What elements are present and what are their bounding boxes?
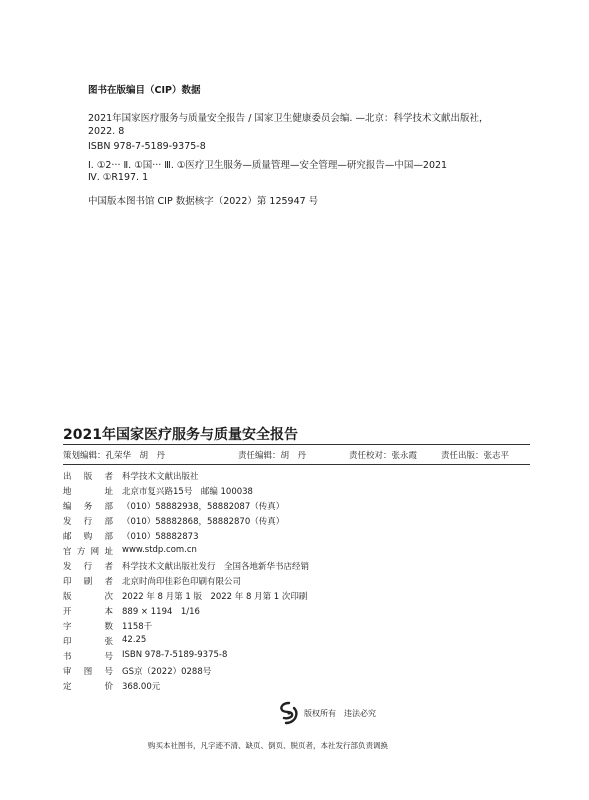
info-label: 开本 — [63, 607, 113, 617]
info-value: www.stdp.com.cn — [122, 545, 197, 555]
editor-credits — [63, 449, 530, 463]
info-value: 1158千 — [122, 622, 153, 632]
publishing-manager: 责任出版：张志平 — [441, 451, 510, 461]
info-label: 发行者 — [63, 562, 113, 572]
info-label: 字数 — [63, 622, 113, 632]
proofreader: 责任校对：张永霞 — [349, 451, 418, 461]
info-value: （010）58882938，58882087（传真） — [122, 502, 285, 512]
info-label: 编务部 — [63, 502, 113, 512]
cip-line: Ⅳ. ①R197. 1 — [88, 172, 149, 183]
info-label: 邮购部 — [63, 532, 113, 542]
divider — [63, 444, 530, 445]
info-label: 书号 — [63, 652, 113, 662]
info-value: 2022 年 8 月第 1 版 2022 年 8 月第 1 次印刷 — [122, 592, 308, 602]
info-label: 印张 — [63, 637, 113, 647]
info-value: 科学技术文献出版社发行 全国各地新华书店经销 — [122, 562, 310, 572]
info-label: 印刷者 — [63, 577, 113, 587]
info-label: 出版者 — [63, 472, 113, 482]
info-label: 发行部 — [63, 517, 113, 527]
divider — [63, 464, 530, 465]
cip-line: 中国版本图书馆 CIP 数据核字（2022）第 125947 号 — [88, 196, 319, 207]
cip-heading: 图书在版编目（CIP）数据 — [88, 85, 201, 96]
info-value: GS京（2022）0288号 — [122, 667, 212, 677]
book-title: 2021年国家医疗服务与质量安全报告 — [63, 427, 298, 443]
info-label: 审图号 — [63, 667, 113, 677]
info-value: 北京时尚印佳彩色印刷有限公司 — [122, 577, 242, 587]
planning-editor: 策划编辑：孔荣华 胡 丹 — [63, 451, 166, 461]
replacement-notice: 购买本社图书，凡字迹不清、缺页、倒页、脱页者，本社发行部负责调换 — [148, 741, 388, 750]
cip-line: 2021年国家医疗服务与质量安全报告 / 国家卫生健康委员会编. —北京：科学技术文献出版社， — [88, 113, 489, 124]
info-value: 北京市复兴路15号 邮编 100038 — [122, 487, 253, 497]
info-value: 科学技术文献出版社 — [122, 472, 199, 482]
info-value: 889 × 1194 1/16 — [122, 607, 200, 617]
info-value: ISBN 978-7-5189-9375-8 — [122, 650, 228, 660]
cip-line: 2022. 8 — [88, 126, 125, 137]
info-label: 定价 — [63, 682, 113, 692]
info-value: （010）58882868，58882870（传真） — [122, 517, 285, 527]
cip-line: ISBN 978-7-5189-9375-8 — [88, 141, 206, 152]
publisher-logo-icon — [277, 701, 301, 725]
cip-line: Ⅰ. ①2··· Ⅱ. ①国··· Ⅲ. ①医疗卫生服务—质量管理—安全管理—研究报告—中国—2021 — [88, 160, 448, 171]
info-label: 官方网址 — [63, 547, 113, 557]
info-label: 地址 — [63, 487, 113, 497]
info-value: （010）58882873 — [122, 532, 199, 542]
info-label: 版次 — [63, 592, 113, 602]
copyright-notice: 版权所有 违法必究 — [304, 709, 376, 718]
responsible-editor: 责任编辑：胡 丹 — [238, 451, 307, 461]
info-value: 42.25 — [122, 635, 147, 645]
info-value: 368.00元 — [122, 682, 161, 692]
